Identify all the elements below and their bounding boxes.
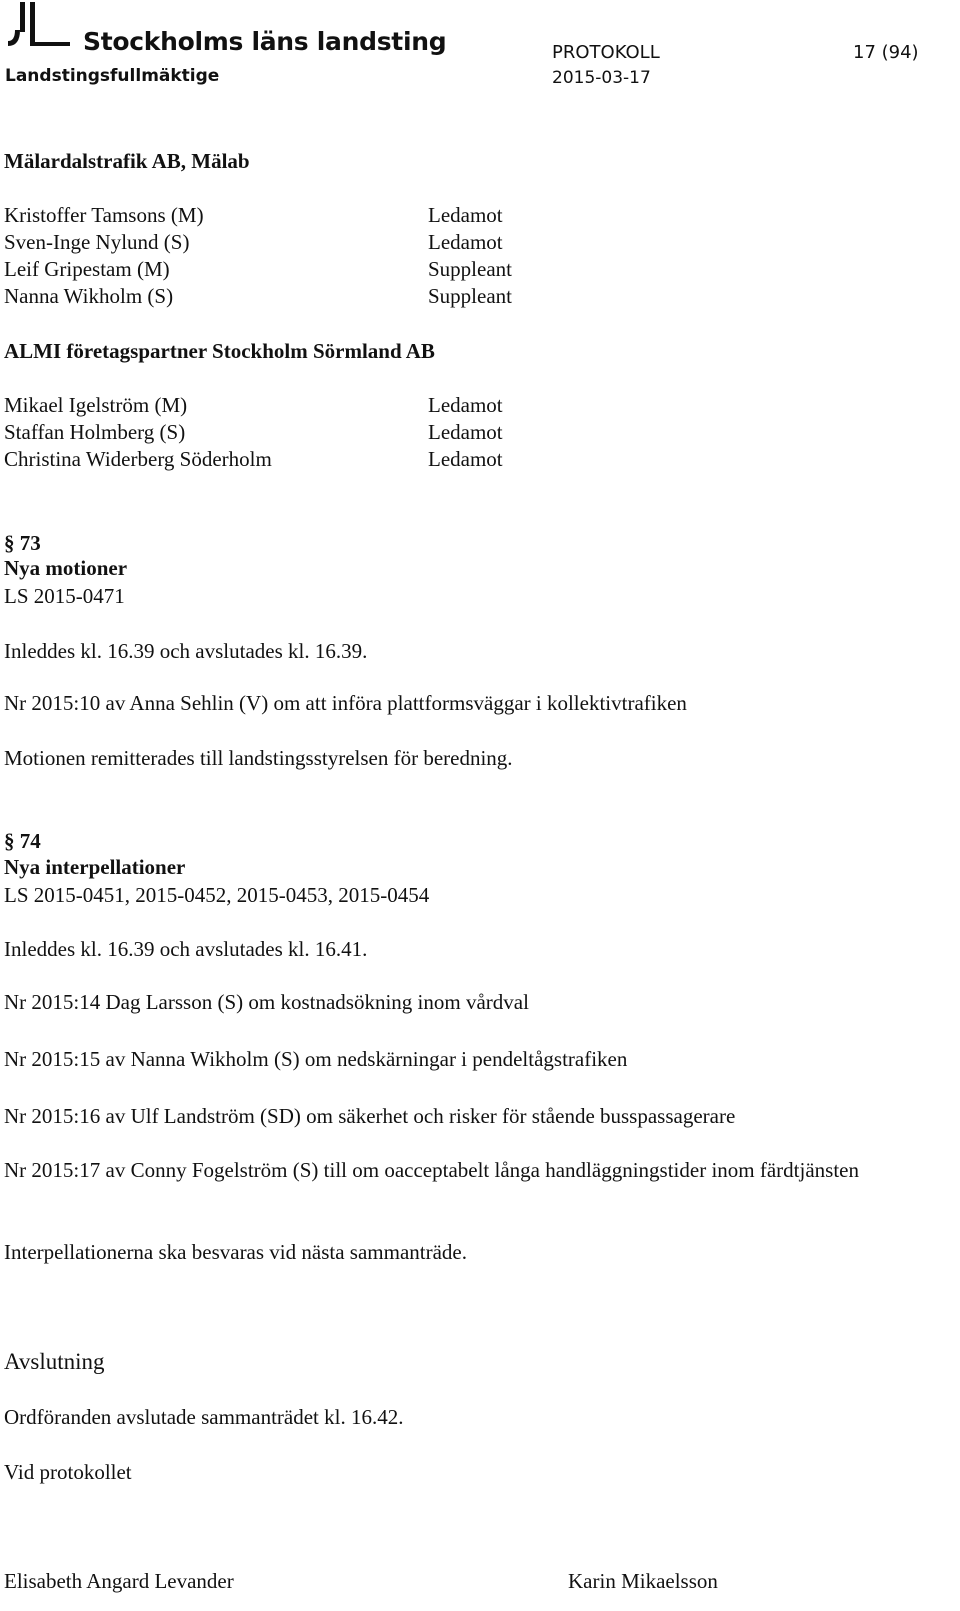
member-name: Sven-Inge Nylund (S) (4, 230, 190, 254)
member-role: Ledamot (428, 420, 503, 444)
organization-name: Stockholms läns landsting (83, 27, 447, 56)
section-number: § 74 (4, 829, 41, 853)
member-role: Suppleant (428, 257, 512, 281)
closing-text: Ordföranden avslutade sammanträdet kl. 16.42. (4, 1405, 404, 1429)
document-date: 2015-03-17 (552, 68, 651, 88)
section-title: Nya interpellationer (4, 855, 186, 879)
case-number: LS 2015-0451, 2015-0452, 2015-0453, 2015-0454 (4, 883, 430, 907)
section-time: Inleddes kl. 16.39 och avslutades kl. 16.41. (4, 937, 368, 961)
member-role: Ledamot (428, 230, 503, 254)
section-title: Nya motioner (4, 556, 128, 580)
section-time: Inleddes kl. 16.39 och avslutades kl. 16.39. (4, 639, 368, 663)
minutes-label: Vid protokollet (4, 1460, 132, 1484)
page-number: 17 (94) (853, 42, 919, 63)
member-name: Staffan Holmberg (S) (4, 420, 186, 444)
member-name: Christina Widerberg Söderholm (4, 447, 272, 471)
closing-title: Avslutning (4, 1349, 105, 1374)
interpellation-item: Nr 2015:16 av Ulf Landström (SD) om säkerhet och risker för stående busspassagerare (4, 1104, 736, 1128)
member-role: Ledamot (428, 393, 503, 417)
sll-logo (6, 2, 78, 50)
assembly-name: Landstingsfullmäktige (5, 66, 220, 86)
signature-right: Karin Mikaelsson (568, 1569, 718, 1593)
section-number: § 73 (4, 531, 41, 555)
section-decision: Motionen remitterades till landstingsstyrelsen för beredning. (4, 746, 513, 770)
mlab-title: Mälardalstrafik AB, Mälab (4, 149, 250, 173)
interpellation-item: Nr 2015:14 Dag Larsson (S) om kostnadsökning inom vårdval (4, 990, 529, 1014)
interpellation-item: Nr 2015:15 av Nanna Wikholm (S) om nedskärningar i pendeltågstrafiken (4, 1047, 628, 1071)
member-name: Leif Gripestam (M) (4, 257, 170, 281)
member-role: Suppleant (428, 284, 512, 308)
section-decision: Interpellationerna ska besvaras vid nästa sammanträde. (4, 1240, 467, 1264)
document-type: PROTOKOLL (552, 42, 660, 63)
signature-left: Elisabeth Angard Levander (4, 1569, 234, 1593)
member-name: Nanna Wikholm (S) (4, 284, 174, 308)
member-name: Kristoffer Tamsons (M) (4, 203, 204, 227)
almi-title: ALMI företagspartner Stockholm Sörmland AB (4, 339, 435, 363)
member-role: Ledamot (428, 447, 503, 471)
motion-item: Nr 2015:10 av Anna Sehlin (V) om att införa plattformsväggar i kollektivtrafiken (4, 691, 687, 715)
case-number: LS 2015-0471 (4, 584, 125, 608)
interpellation-item: Nr 2015:17 av Conny Fogelström (S) till om oacceptabelt långa handläggningstider inom färdtjänsten (4, 1158, 859, 1182)
member-name: Mikael Igelström (M) (4, 393, 188, 417)
member-role: Ledamot (428, 203, 503, 227)
